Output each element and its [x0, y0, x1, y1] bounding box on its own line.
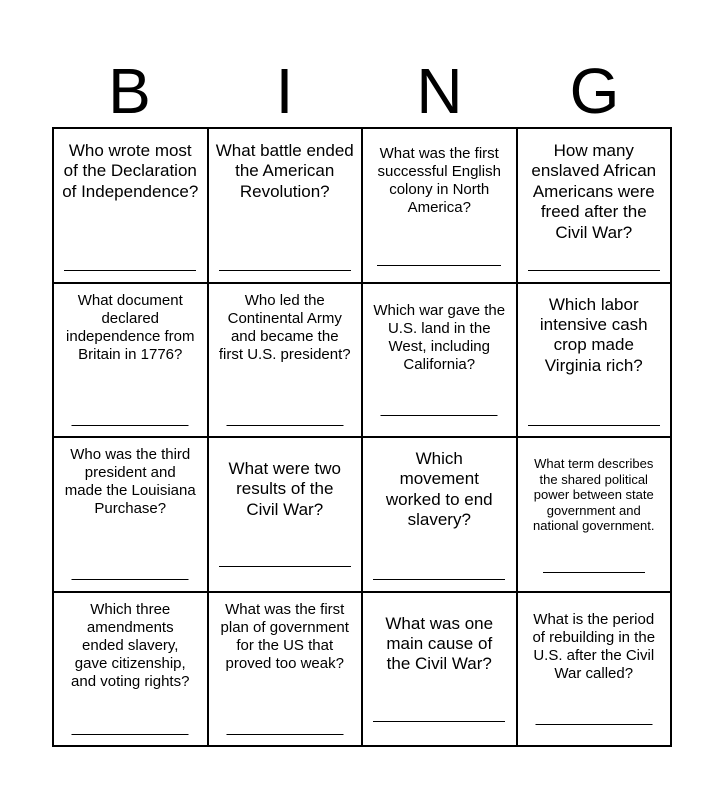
bingo-cell[interactable]: [517, 437, 672, 592]
answer-line[interactable]: [535, 724, 652, 725]
bingo-cell[interactable]: [517, 128, 672, 283]
cell-question: Who was the third president and made the Louisiana Purchase?: [64, 446, 196, 517]
bingo-cell[interactable]: [362, 592, 517, 747]
answer-line[interactable]: [72, 425, 189, 426]
cell-question: Which movement worked to end slavery?: [385, 449, 493, 530]
cell-question: How many enslaved African Americans were freed after the Civil War?: [531, 141, 657, 242]
answer-line[interactable]: [72, 579, 189, 580]
bingo-cell[interactable]: [362, 128, 517, 283]
bingo-header: [52, 55, 672, 127]
answer-line[interactable]: [373, 721, 505, 722]
answer-line[interactable]: [373, 579, 505, 580]
header-letter-g: G: [569, 55, 620, 127]
bingo-cell[interactable]: [53, 283, 208, 438]
bingo-grid: [52, 127, 672, 747]
header-letter-i: I: [275, 55, 294, 127]
bingo-cell[interactable]: [517, 283, 672, 438]
bingo-cell[interactable]: [208, 592, 363, 747]
answer-line[interactable]: [377, 265, 501, 266]
answer-line[interactable]: [381, 415, 498, 416]
bingo-cell[interactable]: [53, 128, 208, 283]
cell-question: What was the first successful English colony in North America?: [377, 145, 501, 216]
answer-line[interactable]: [528, 425, 660, 426]
answer-line[interactable]: [219, 566, 351, 567]
cell-question: What was the first plan of government for the US that proved too weak?: [220, 600, 349, 672]
answer-line[interactable]: [226, 734, 343, 735]
answer-line[interactable]: [528, 270, 660, 271]
bingo-cell[interactable]: [53, 592, 208, 747]
cell-question: Who wrote most of the Declaration of Independence?: [62, 141, 199, 201]
bingo-cell[interactable]: [53, 437, 208, 592]
cell-question: Which war gave the U.S. land in the West, including California?: [373, 301, 506, 373]
cell-question: Who led the Continental Army and became the first U.S. president?: [218, 291, 351, 363]
answer-line[interactable]: [64, 270, 196, 271]
cell-question: What was one main cause of the Civil War?: [385, 613, 494, 674]
bingo-cell[interactable]: [362, 283, 517, 438]
cell-question: What term describes the shared political power between state government and national government.: [533, 456, 655, 534]
header-letter-b: B: [108, 55, 151, 127]
answer-line[interactable]: [543, 572, 645, 573]
bingo-cell[interactable]: [208, 437, 363, 592]
header-letter-n: N: [416, 55, 463, 127]
cell-question: Which three amendments ended slavery, gave citizenship, and voting rights?: [71, 600, 190, 690]
cell-question: What is the period of rebuilding in the U.S. after the Civil War called?: [532, 610, 656, 682]
bingo-cell[interactable]: [208, 283, 363, 438]
bingo-cell[interactable]: [517, 592, 672, 747]
cell-question: What were two results of the Civil War?: [228, 459, 341, 519]
answer-line[interactable]: [226, 425, 343, 426]
answer-line[interactable]: [72, 734, 189, 735]
bingo-cell[interactable]: [208, 128, 363, 283]
cell-question: What document declared independence from Britain in 1776?: [66, 291, 195, 363]
cell-question: What battle ended the American Revolution?: [215, 141, 354, 201]
answer-line[interactable]: [219, 270, 351, 271]
cell-question: Which labor intensive cash crop made Virginia rich?: [539, 294, 648, 375]
bingo-cell[interactable]: [362, 437, 517, 592]
